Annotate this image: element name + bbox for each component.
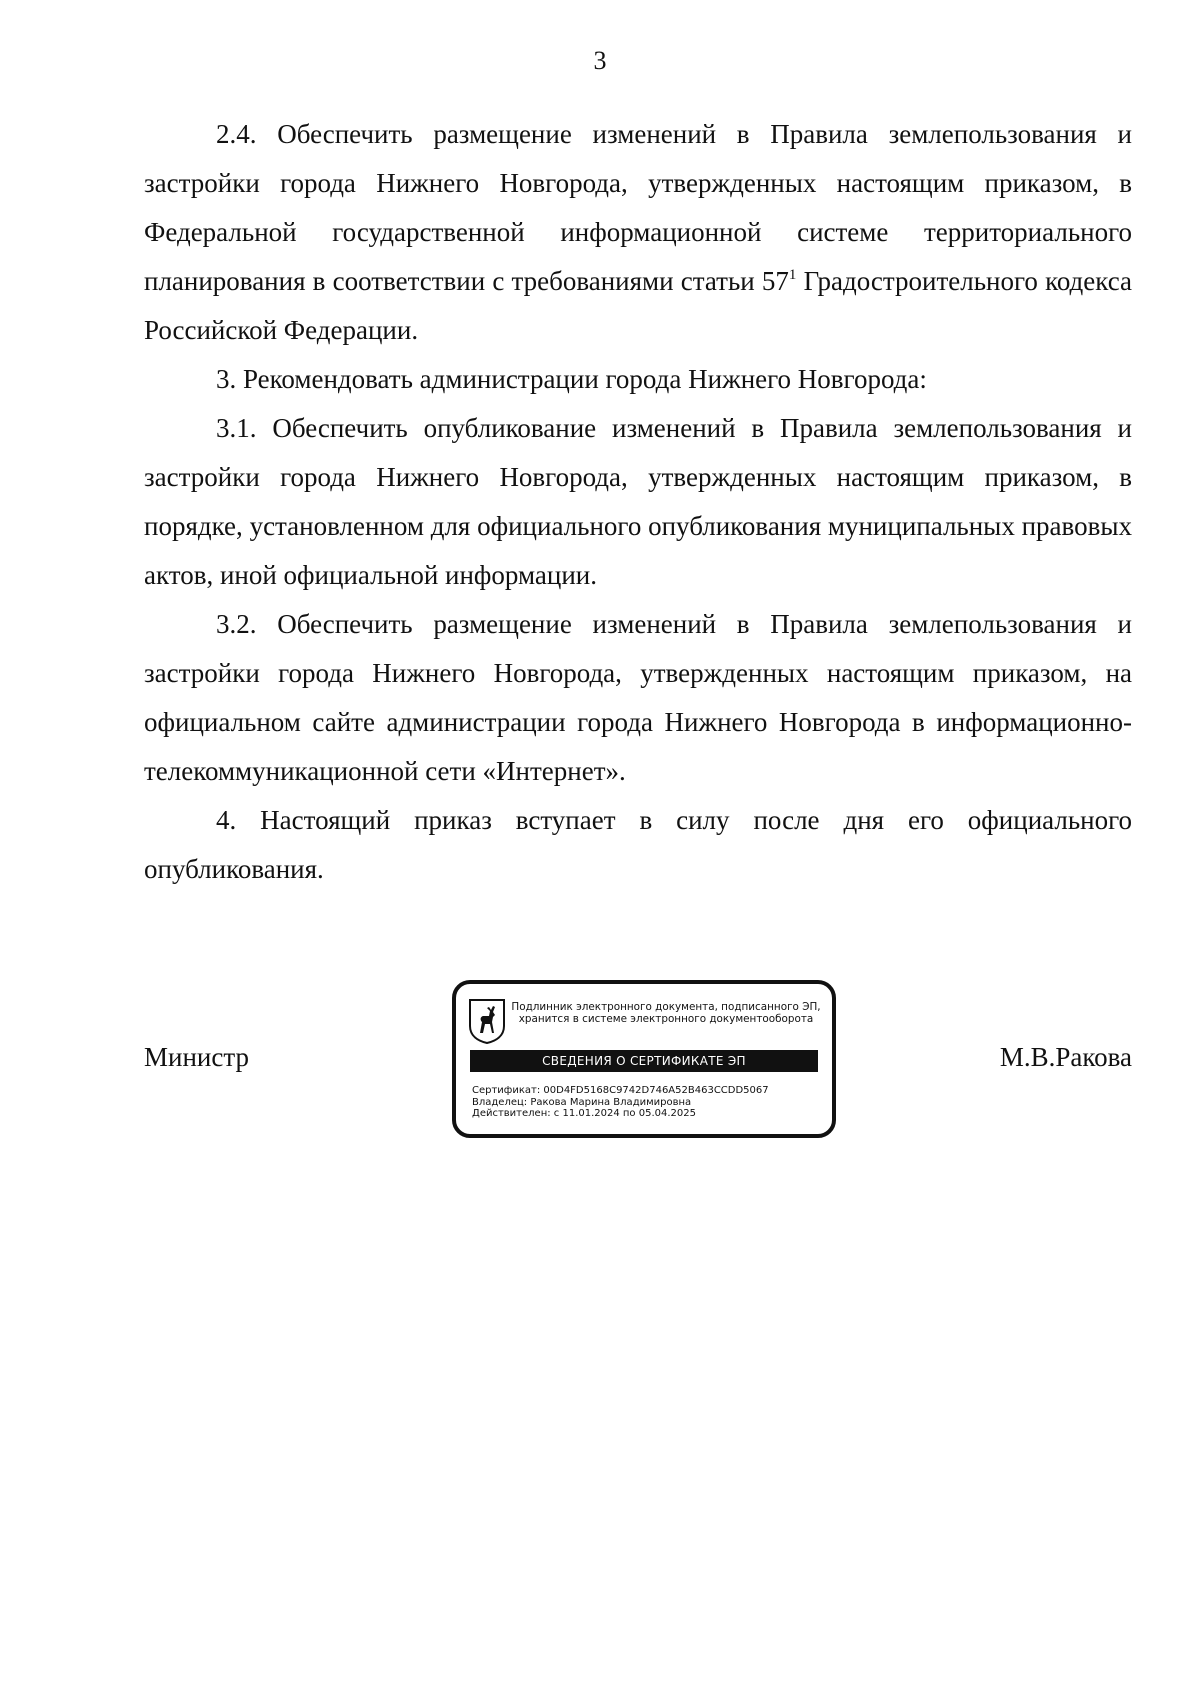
paragraph-2-4-text-start: 2.4. Обеспечить размещение изменений в Правила землепользования и застройки города Нижнего Новгорода, утвержденных настоящим приказом, в Федеральной государственной информационной системе территориального планирования в соответствии с требованиями статьи 57 [144,119,1132,296]
superscript-index: 1 [788,267,797,283]
paragraph-2-4 [144,110,1132,355]
electronic-signature-stamp [452,980,836,1138]
paragraph-4: 4. Настоящий приказ вступает в силу после дня его официального опубликования. [144,805,1132,884]
stamp-header-line: хранится в системе электронного документооборота [518,1013,814,1025]
certificate-owner: Владелец: Ракова Марина Владимировна [472,1096,692,1108]
paragraph-3-2: 3.2. Обеспечить размещение изменений в Правила землепользования и застройки города Нижнего Новгорода, утвержденных настоящим приказом, на официальном сайте администрации города Нижнего Новгорода в информационно-телекоммуникационной сети «Интернет». [144,609,1132,786]
paragraph-3-1: 3.1. Обеспечить опубликование изменений в Правила землепользования и застройки города Нижнего Новгорода, утвержденных настоящим приказом, в порядке, установленном для официального опубликования муниципальных правовых актов, иной официальной информации. [144,413,1132,590]
document-body [144,110,1132,894]
deer-coat-of-arms-icon [468,998,506,1044]
page-number: 3 [593,46,607,75]
stamp-header-line: Подлинник электронного документа, подписанного ЭП, [511,1001,821,1013]
certificate-number: Сертификат: 00D4FD5168C9742D746A52B463CCDD5067 [472,1085,769,1096]
paragraph-3: 3. Рекомендовать администрации города Нижнего Новгорода: [216,364,927,394]
stamp-header [508,1001,824,1025]
certificate-validity: Действителен: с 11.01.2024 по 05.04.2025 [472,1108,696,1119]
stamp-certificate-details [472,1085,824,1120]
stamp-certificate-bar: СВЕДЕНИЯ О СЕРТИФИКАТЕ ЭП [470,1050,818,1072]
signatory-name: М.В.Ракова [999,1042,1132,1072]
signatory-title: Министр [144,1042,249,1072]
paragraph-2-4-text-end: Градостроительного кодекса Российской Федерации. [144,266,1132,345]
